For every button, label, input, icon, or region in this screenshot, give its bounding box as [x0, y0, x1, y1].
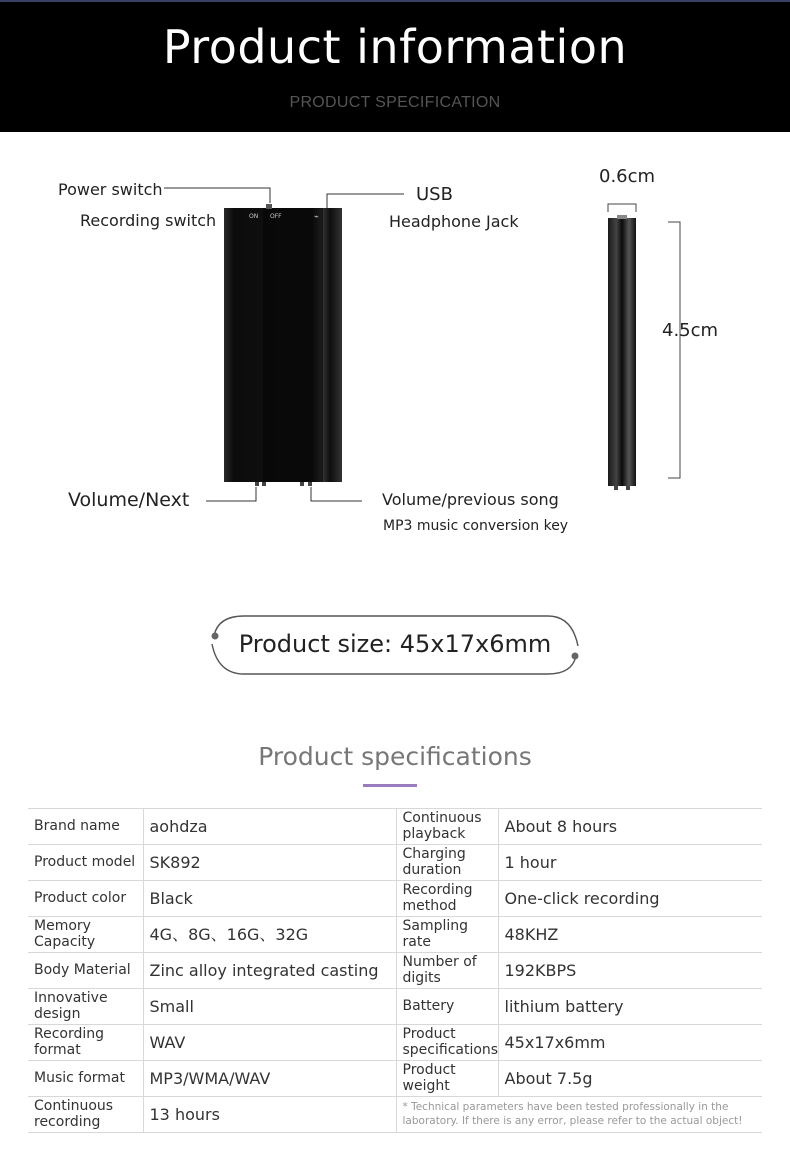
- spec-value: 48KHZ: [498, 917, 762, 953]
- spec-label: Continuous playback: [396, 809, 498, 845]
- power-switch-label: Power switch: [58, 180, 163, 199]
- spec-value: 4G、8G、16G、32G: [143, 917, 396, 953]
- device-side: [608, 215, 636, 490]
- table-row: [28, 1061, 762, 1097]
- usb-label: USB: [416, 184, 453, 205]
- spec-value: SK892: [143, 845, 396, 881]
- off-label: OFF: [270, 213, 282, 220]
- spec-label: Innovative design: [28, 989, 143, 1025]
- headphone-jack-label: Headphone Jack: [389, 212, 519, 231]
- table-row: [28, 881, 762, 917]
- specifications-title: Product specifications: [258, 742, 532, 771]
- spec-value: aohdza: [143, 809, 396, 845]
- spec-label: Sampling rate: [396, 917, 498, 953]
- spec-value: 192KBPS: [498, 953, 762, 989]
- mp3-key-label: MP3 music conversion key: [383, 518, 569, 534]
- spec-value: WAV: [143, 1025, 396, 1061]
- specifications-table: [28, 808, 762, 1133]
- title-underline: [363, 784, 417, 787]
- thickness-dimension: 0.6cm: [599, 166, 656, 187]
- spec-label: Continuous recording: [28, 1097, 143, 1133]
- spec-label: Product specifications: [396, 1025, 498, 1061]
- height-dimension: 4.5cm: [662, 320, 719, 341]
- spec-label: Battery: [396, 989, 498, 1025]
- table-row: [28, 989, 762, 1025]
- product-diagram: [0, 132, 790, 572]
- spec-label: Product weight: [396, 1061, 498, 1097]
- spec-note: * Technical parameters have been tested professionally in the laboratory. If there is any error, please refer to the actual object!: [396, 1097, 762, 1133]
- table-row: [28, 1097, 762, 1133]
- spec-value: One-click recording: [498, 881, 762, 917]
- recording-switch-label: Recording switch: [80, 211, 217, 230]
- spec-value: 13 hours: [143, 1097, 396, 1133]
- spec-label: Number of digits: [396, 953, 498, 989]
- header-banner: [0, 0, 790, 132]
- table-row: [28, 953, 762, 989]
- spec-value: MP3/WMA/WAV: [143, 1061, 396, 1097]
- spec-value: Black: [143, 881, 396, 917]
- spec-label: Product model: [28, 845, 143, 881]
- spec-label: Body Material: [28, 953, 143, 989]
- table-row: [28, 1025, 762, 1061]
- spec-value: About 7.5g: [498, 1061, 762, 1097]
- table-row: [28, 845, 762, 881]
- spec-label: Product color: [28, 881, 143, 917]
- device-front: [224, 204, 342, 486]
- volume-previous-label: Volume/previous song: [382, 490, 559, 509]
- spec-label: Music format: [28, 1061, 143, 1097]
- page-subtitle: PRODUCT SPECIFICATION: [289, 94, 501, 111]
- on-label: ON: [249, 213, 259, 220]
- page-title: Product information: [162, 20, 628, 74]
- volume-next-label: Volume/Next: [68, 489, 190, 511]
- spec-label: Recording method: [396, 881, 498, 917]
- power-switch-nub: [266, 204, 272, 209]
- product-size-text: Product size: 45x17x6mm: [238, 630, 552, 658]
- spec-label: Memory Capacity: [28, 917, 143, 953]
- spec-value: 1 hour: [498, 845, 762, 881]
- product-size-pill: [210, 614, 580, 676]
- spec-label: Charging duration: [396, 845, 498, 881]
- spec-label: Brand name: [28, 809, 143, 845]
- table-row: [28, 917, 762, 953]
- spec-value: Small: [143, 989, 396, 1025]
- spec-label: Recording format: [28, 1025, 143, 1061]
- usb-symbol-icon: ⌁: [314, 212, 319, 221]
- spec-value: Zinc alloy integrated casting: [143, 953, 396, 989]
- spec-value: lithium battery: [498, 989, 762, 1025]
- table-row: [28, 809, 762, 845]
- spec-value: About 8 hours: [498, 809, 762, 845]
- spec-value: 45x17x6mm: [498, 1025, 762, 1061]
